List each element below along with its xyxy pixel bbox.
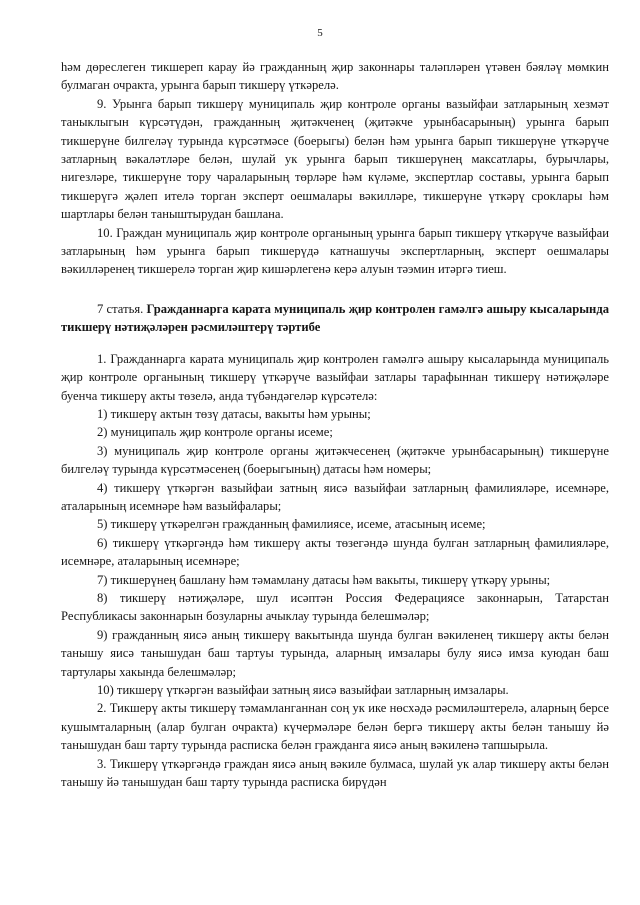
list-item: 2) муниципаль җир контроле органы исеме; xyxy=(97,425,333,440)
article-paragraph-3: 3. Тикшерү үткәргәндә граждан яисә аның вәкиле булмаса, шулай ук алар тикшерү акты белән танышу йә танышудан баш тарту турында расписка бирүдән xyxy=(61,756,609,790)
list-item: 4) тикшерү үткәргән вазыйфаи затның яисә вазыйфаи затларның фамилияләре, исемнәре, аталарының исемнәре һәм вазыйфалары; xyxy=(61,480,609,513)
list-item: 5) тикшерү үткәрелгән гражданның фамилиясе, исеме, атасының исеме; xyxy=(97,517,486,532)
list-item: 3) муниципаль җир контроле органы җитәкчесенең (җитәкче урынбасарының) тикшерүне билгеләү турында күрсәтмәсенең (боерыгының) датасы һәм номеры; xyxy=(61,443,609,477)
list-item: 6) тикшерү үткәргәндә һәм тикшерү акты төзегәндә шунда булган затларның фамилияләре, исемнәре, аталарының исемнәре; xyxy=(61,535,609,569)
paragraph-10: 10. Граждан муниципаль җир контроле органының урынга барып тикшерү үткәрүче вазыйфаи затларының һәм урынга барып тикшерүдә катнашучы экспертларның, эксперт оешмалары вәкилләренең тикшерелә торган җир кишәрлегенә керә алуын тәэмин итәргә тиеш. xyxy=(61,225,609,277)
list-item: 8) тикшерү нәтиҗәләре, шул исәптән Россия Федерациясе законнарын, Татарстан Республикасы законнарын бозуларны ачыклау турында белешмәләр; xyxy=(61,590,609,624)
list-item: 9) гражданның яисә аның тикшерү вакытында шунда булган вәкиленең тикшерү акты белән танышу яисә танышудан баш тартуы турында, аларның имзалары булу яисә имза куюдан баш тартулары хакында белешмәләр; xyxy=(61,627,609,679)
document-body xyxy=(61,58,609,791)
list-item: 10) тикшерү үткәргән вазыйфаи затның яисә вазыйфаи затларның имзалары. xyxy=(97,683,509,697)
article-title: Гражданнарга карата муниципаль җир контролен гамәлгә ашыру кысаларында тикшерү нәтиҗәләрен рәсмиләштерү тәртибе xyxy=(61,301,609,335)
page-number: 5 xyxy=(317,27,323,39)
list-item: 7) тикшерүнең башлану һәм тәмамлану датасы һәм вакыты, тикшерү үткәрү урыны; xyxy=(97,572,551,587)
list-item: 1) тикшерү актын төзү датасы, вакыты һәм урыны; xyxy=(97,406,371,421)
article-paragraph-2: 2. Тикшерү акты тикшерү тәмамланганнан соң ук ике нөсхәдә рәсмиләштерелә, аларның берсе кушымталарның (алар булган очракта) күчермәләре белән бергә тикшерү акты белән танышу йә танышудан баш тарту турында расписка белән гражданга яисә аның вәкиленә тапшырыла. xyxy=(61,701,609,753)
article-heading xyxy=(61,300,609,337)
paragraph-continuation: һәм дөреслеген тикшереп карау йә гражданның җир законнары таләпләрен үтәвен бәяләү мөмкин булмаган очракта, урынга барып тикшерү үткәрелә. xyxy=(61,60,609,93)
article-label: 7 статья. xyxy=(97,301,144,316)
paragraph-9: 9. Урынга барып тикшерү муниципаль җир контроле органы вазыйфаи затларының хезмәт таныклыгын күрсәтүдән, гражданның җитәкченең (җитәкче урынбасарының) урынга барып тикшерүне билгеләү турында күрсәтмәсе (боерыгы) белән һәм урынга барып тикшерүне үткәрүче затларның вәкаләтләре белән, шулай ук урынга барып тикшерүнең максатлары, бурычлары, нигезләре, тикшерүне тору чараларының төрләре һәм күләме, экспертлар составы, урынга барып тикшерүгә җәлеп ителә торган эксперт оешмалары вәкилләре, тикшерүне үткәрү сроклары һәм шартлары белән таныштырудан башлана. xyxy=(61,96,609,222)
article-paragraph-1: 1. Гражданнарга карата муниципаль җир контролен гамәлгә ашыру кысаларында муниципаль җир контроле органының тикшерү үткәрүче вазыйфаи затлары тарафыннан тикшерү нәтиҗәләре буенча тикшерү акты төзелә, анда түбәндәгеләр күрсәтелә: xyxy=(61,351,609,403)
